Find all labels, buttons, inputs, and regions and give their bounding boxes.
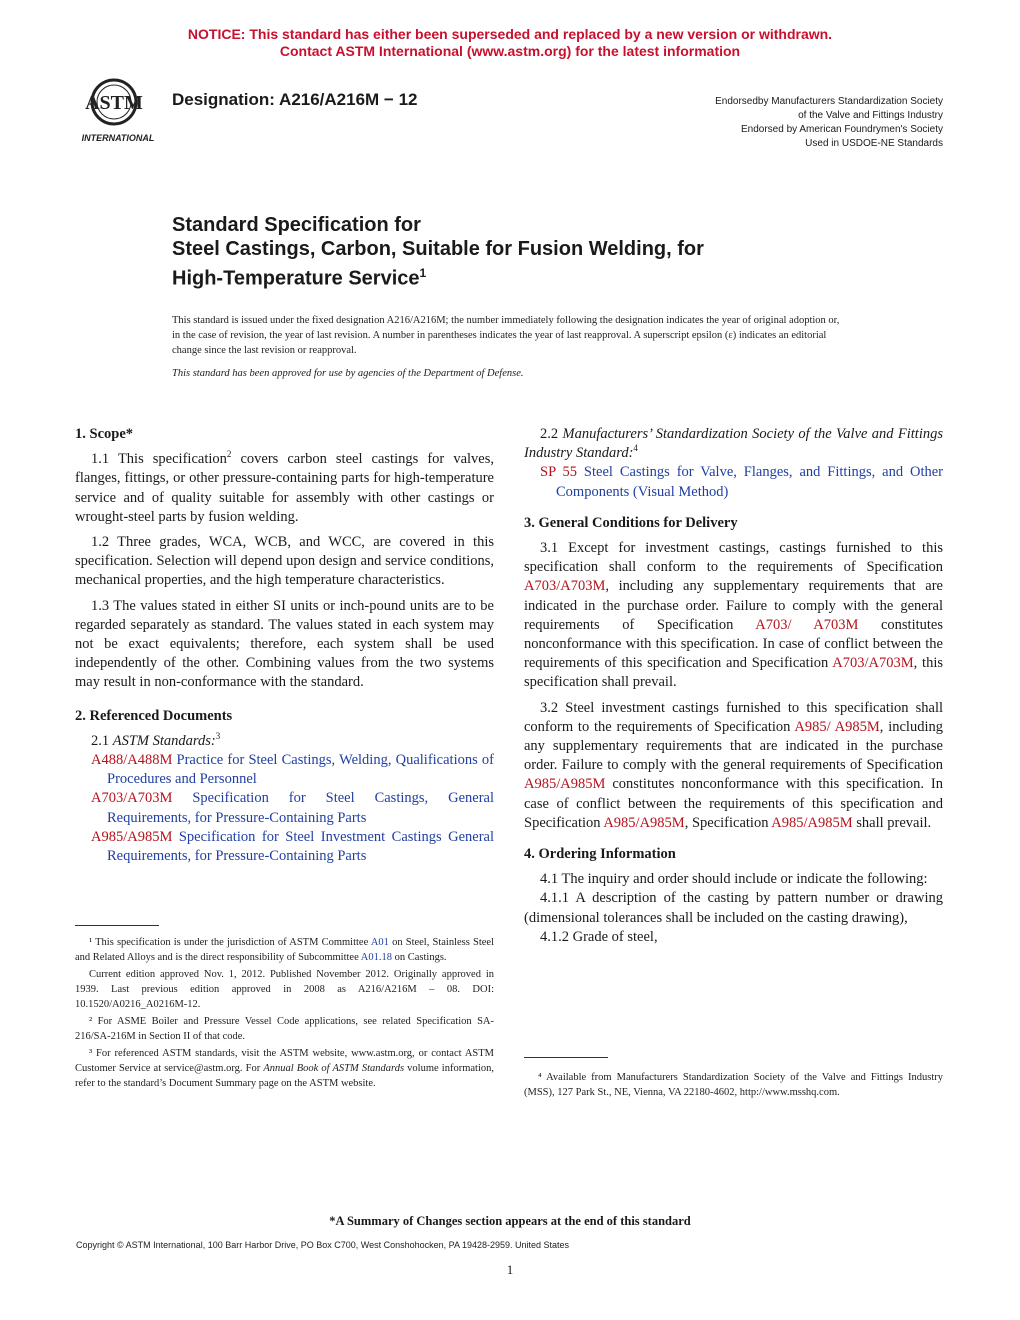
endorsement-line: Endorsed by American Foundrymen's Society	[740, 124, 943, 135]
link-a985[interactable]: A985/A985M	[771, 814, 853, 831]
document-title	[172, 213, 872, 291]
para-2-1: 2.1 ASTM Standards:$^3$	[91, 731, 221, 749]
footnote-divider	[75, 925, 159, 926]
footnote-1: ¹ This specification is under the jurisdiction of ASTM Committee A01 on Steel, Stainless Steel and Related Alloys and is the direct responsibility of Subcommittee A01.18 on Castings.	[75, 937, 494, 963]
endorsement-line: of the Valve and Fittings Industry	[798, 110, 943, 121]
footnote-divider	[524, 1057, 608, 1058]
endorsement-line: Used in USDOE-NE Standards	[805, 138, 943, 149]
notice-line-2: Contact ASTM International (www.astm.org) for the latest information	[279, 43, 741, 59]
ref-a488[interactable]: A488/A488M Practice for Steel Castings, Welding, Qualifications of Procedures and Personnel	[91, 752, 494, 788]
section-1-heading: 1. Scope*	[75, 426, 133, 442]
footnote-3: ³ For referenced ASTM standards, visit the ASTM website, www.astm.org, or contact ASTM Customer Service at service@astm.org. For Annual Book of ASTM Standards volume information, refer to the standard’s Document Summary page on the ASTM website.	[75, 1048, 494, 1089]
logo-text: ASTM	[85, 92, 143, 114]
astm-logo	[74, 76, 166, 146]
link-a985[interactable]: A985/A985M	[603, 814, 685, 831]
notice-line-1: NOTICE: This standard has either been superseded and replaced by a new version or withdrawn.	[187, 26, 833, 42]
title-line-1: Standard Specification for	[172, 214, 421, 236]
logo-subtext: INTERNATIONAL	[81, 133, 155, 143]
ref-code-a488[interactable]: A488/A488M	[91, 752, 173, 769]
footnotes-left	[75, 935, 494, 1091]
link-a985[interactable]: A985/A985M	[524, 776, 606, 793]
title-line-2: Steel Castings, Carbon, Suitable for Fusion Welding, for	[172, 238, 704, 260]
para-4-1-2: 4.1.2 Grade of steel,	[540, 928, 658, 945]
para-1-1: 1.1 This specification$^2$ covers carbon steel castings for valves, flanges, fittings, or other pressure-containing parts for high-temperature service and of quality suitable for assembly with other castings or wrought-steel parts by fusion welding.	[75, 449, 494, 525]
ref-a703[interactable]: A703/A703M Specification for Steel Castings, General Requirements, for Pressure-Containing Parts	[91, 790, 494, 826]
right-column	[524, 425, 943, 947]
footnote-4: ⁴ Available from Manufacturers Standardization Society of the Valve and Fittings Industry (MSS), 127 Park St., NE, Vienna, VA 22180-4602, http://www.msshq.com.	[524, 1072, 943, 1098]
ref-code-sp55[interactable]: SP 55	[540, 464, 578, 481]
para-2-2: 2.2 Manufacturers’ Standardization Society of the Valve and Fittings Industry Standard:$^4$	[524, 426, 944, 462]
para-4-1-1: 4.1.1 A description of the casting by pattern number or drawing (dimensional tolerances shall be included on the casting drawing),	[524, 890, 943, 926]
withdrawal-notice	[0, 26, 1020, 60]
para-3-1: 3.1 Except for investment castings, castings furnished to this specification shall conform to the requirements of Specification A703/A703M, including any supplementary requirements that are indicated in the purchase order. Failure to comply with the general requirements of Specification A703/ A703M constitutes nonconformance with this specification. In case of conflict between the requirements of this specification and Specification A703/A703M, this specification shall prevail.	[524, 540, 944, 691]
link-a01-18[interactable]: A01.18	[360, 952, 393, 963]
ref-code-a985[interactable]: A985/A985M	[91, 828, 173, 845]
link-a01[interactable]: A01	[370, 937, 389, 948]
ref-sp55[interactable]: SP 55 Steel Castings for Valve, Flanges, and Fittings, and Other Components (Visual Method)	[540, 464, 944, 500]
designation: Designation: A216/A216M − 12	[172, 90, 418, 109]
dod-approval-note: This standard has been approved for use by agencies of the Department of Defense.	[172, 368, 524, 379]
ref-code-a703[interactable]: A703/A703M	[91, 790, 173, 807]
link-a703[interactable]: A703/ A703M	[755, 616, 859, 633]
page-number: 1	[506, 1262, 514, 1277]
section-2-heading: 2. Referenced Documents	[75, 707, 233, 724]
title-footnote-mark: 1	[419, 266, 427, 280]
endorsement-line: Endorsedby Manufacturers Standardization Society	[715, 96, 943, 107]
para-4-1: 4.1 The inquiry and order should include or indicate the following:	[540, 871, 928, 888]
endorsements	[583, 95, 943, 151]
footnote-2: ² For ASME Boiler and Pressure Vessel Code applications, see related Specification SA-216/SA-216M in Section II of that code.	[75, 1016, 494, 1042]
title-line-3: High-Temperature Service$^1$	[172, 266, 427, 290]
summary-of-changes-note: *A Summary of Changes section appears at the end of this standard	[329, 1214, 691, 1228]
para-1-3: 1.3 The values stated in either SI units or inch-pound units are to be regarded separately as standard. The values stated in each system may not be exact equivalents; therefore, each system shall be used independently of the other. Combining values from the two systems may result in non-conformance with the standard.	[75, 597, 494, 691]
ref-a985[interactable]: A985/A985M Specification for Steel Investment Castings General Requirements, for Pressure-Containing Parts	[91, 828, 494, 865]
para-1-2: 1.2 Three grades, WCA, WCB, and WCC, are covered in this specification. Selection will depend upon design and service conditions, mechanical properties, and the high temperature characteristics.	[75, 534, 494, 589]
link-a703[interactable]: A703/A703M	[832, 655, 914, 672]
section-4-heading: 4. Ordering Information	[524, 846, 676, 863]
link-a985[interactable]: A985/ A985M	[794, 718, 880, 735]
para-3-2: 3.2 Steel investment castings furnished to this specification shall conform to the requirements of Specification A985/ A985M, including any supplementary requirements that are indicated in the purchase order. Failure to comply with the general requirements of Specification A985/A985M constitutes nonconformance with this specification. In case of conflict between the requirements of this specification and Specification A985/A985M, Specification A985/A985M shall prevail.	[524, 699, 943, 831]
left-column	[75, 425, 494, 866]
footnote-1-current-edition: Current edition approved Nov. 1, 2012. Published November 2012. Originally approved in 1939. Last previous edition approved in 2008 as A216/A216M – 08. DOI: 10.1520/A0216_A0216M-12.	[75, 969, 494, 1010]
copyright: Copyright © ASTM International, 100 Barr Harbor Drive, PO Box C700, West Conshohocken, PA 19428-2959. United States	[76, 1240, 570, 1250]
issuance-note: This standard is issued under the fixed designation A216/A216M; the number immediately following the designation indicates the year of original adoption or, in the case of revision, the year of last revision. A number in parentheses indicates the year of last reapproval. A superscript epsilon (ε) indicates an editorial change since the last revision or reapproval.	[172, 315, 840, 356]
link-a703[interactable]: A703/A703M	[524, 578, 606, 595]
astm-logo-icon	[74, 76, 166, 146]
section-3-heading: 3. General Conditions for Delivery	[524, 514, 738, 531]
